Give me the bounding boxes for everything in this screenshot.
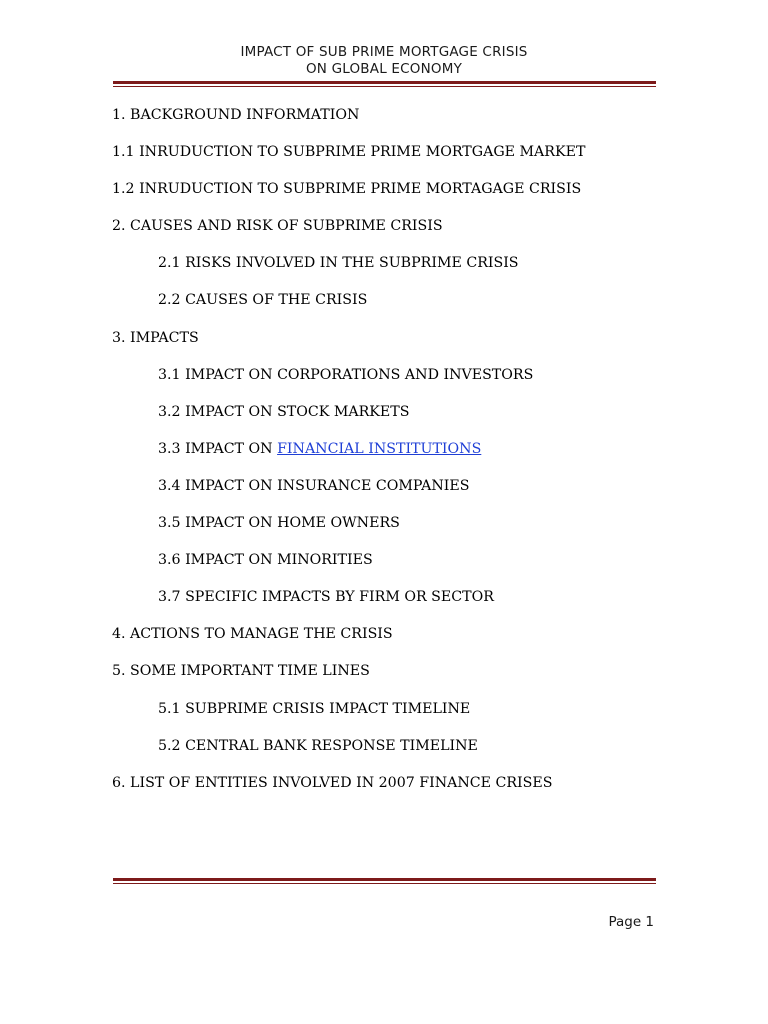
toc-item-3-2: 3.2 IMPACT ON STOCK MARKETS bbox=[158, 403, 410, 420]
toc-item-3-5: 3.5 IMPACT ON HOME OWNERS bbox=[158, 515, 400, 532]
header-title-line1: IMPACT OF SUB PRIME MORTGAGE CRISIS bbox=[240, 44, 528, 60]
page-number: Page 1 bbox=[608, 914, 654, 930]
toc-item-5: 5. SOME IMPORTANT TIME LINES bbox=[112, 663, 370, 680]
toc-item-6: 6. LIST OF ENTITIES INVOLVED IN 2007 FINANCE CRISES bbox=[112, 774, 553, 791]
toc-item-1-2: 1.2 INRUDUCTION TO SUBPRIME PRIME MORTAGAGE CRISIS bbox=[112, 181, 582, 198]
toc-item-3-3-prefix: 3.3 IMPACT ON bbox=[158, 440, 278, 457]
financial-institutions-link[interactable]: FINANCIAL INSTITUTIONS bbox=[277, 440, 482, 457]
toc-item-4: 4. ACTIONS TO MANAGE THE CRISIS bbox=[112, 626, 393, 643]
toc-item-2: 2. CAUSES AND RISK OF SUBPRIME CRISIS bbox=[112, 218, 443, 235]
header-title-line2: ON GLOBAL ECONOMY bbox=[305, 61, 463, 77]
toc-item-3-3 bbox=[112, 440, 672, 477]
toc-item-3-1: 3.1 IMPACT ON CORPORATIONS AND INVESTORS bbox=[158, 366, 534, 383]
toc-item-3-7: 3.7 SPECIFIC IMPACTS BY FIRM OR SECTOR bbox=[158, 589, 494, 606]
toc-item-2-1: 2.1 RISKS INVOLVED IN THE SUBPRIME CRISIS bbox=[158, 255, 519, 272]
toc-item-2-2: 2.2 CAUSES OF THE CRISIS bbox=[158, 292, 368, 309]
toc-item-5-1: 5.1 SUBPRIME CRISIS IMPACT TIMELINE bbox=[158, 700, 471, 717]
toc-item-3: 3. IMPACTS bbox=[112, 329, 199, 346]
page-header bbox=[113, 44, 655, 78]
toc-item-3-4: 3.4 IMPACT ON INSURANCE COMPANIES bbox=[158, 477, 470, 494]
table-of-contents bbox=[112, 106, 672, 811]
toc-item-1-1: 1.1 INRUDUCTION TO SUBPRIME PRIME MORTGAGE MARKET bbox=[112, 144, 586, 161]
toc-item-5-2: 5.2 CENTRAL BANK RESPONSE TIMELINE bbox=[158, 737, 478, 754]
footer-divider bbox=[113, 878, 656, 884]
toc-item-1: 1. BACKGROUND INFORMATION bbox=[112, 107, 360, 123]
toc-item-3-6: 3.6 IMPACT ON MINORITIES bbox=[158, 552, 373, 569]
header-divider bbox=[113, 81, 656, 87]
